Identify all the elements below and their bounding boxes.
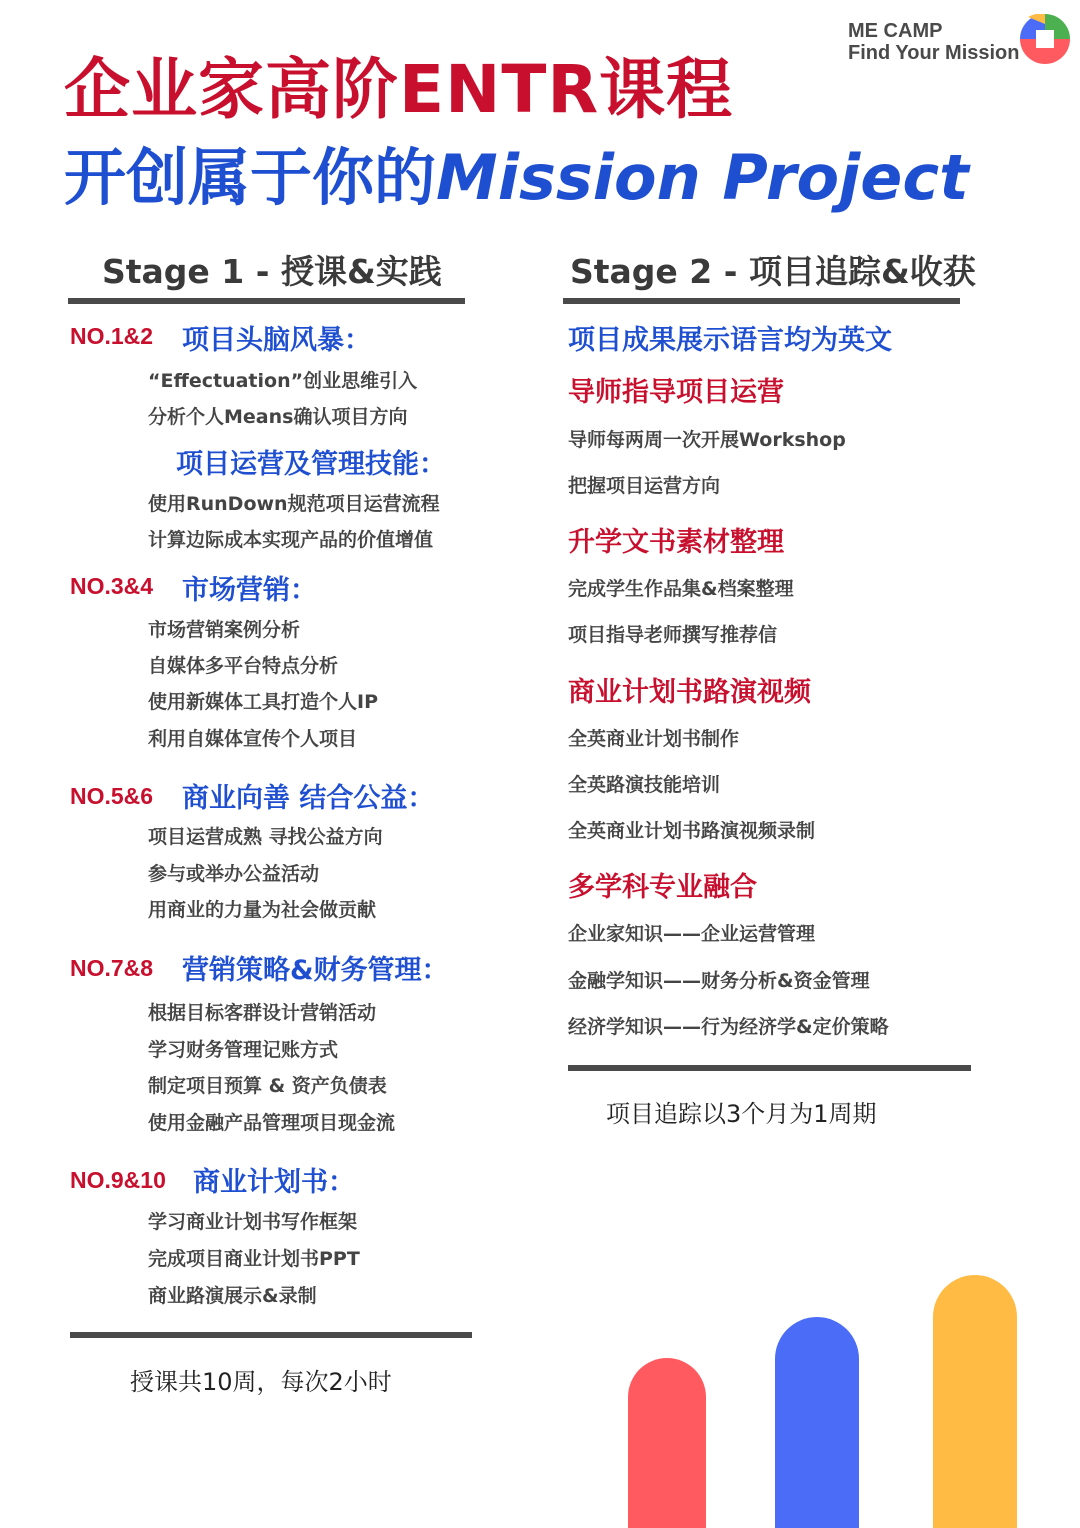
list-item: 金融学知识——财务分析&资金管理 bbox=[568, 970, 870, 992]
list-item: 导师每两周一次开展Workshop bbox=[568, 429, 846, 451]
list-item: 使用新媒体工具打造个人IP bbox=[148, 691, 378, 713]
list-item: 分析个人Means确认项目方向 bbox=[148, 406, 408, 428]
list-item: “Effectuation”创业思维引入 bbox=[148, 370, 418, 392]
list-item: 制定项目预算 & 资产负债表 bbox=[148, 1075, 387, 1097]
section-number: NO.1&2 bbox=[70, 323, 154, 349]
stage2-intro: 项目成果展示语言均为英文 bbox=[568, 325, 892, 356]
section-topic: 商业计划书： bbox=[193, 1167, 355, 1198]
section-title: 多学科专业融合 bbox=[568, 872, 757, 903]
list-item: 项目指导老师撰写推荐信 bbox=[568, 624, 778, 646]
section-topic: 商业向善 结合公益： bbox=[182, 783, 435, 814]
decorative-bar-yellow bbox=[933, 1275, 1017, 1528]
list-item: 使用RunDown规范项目运营流程 bbox=[148, 493, 440, 515]
list-item: 企业家知识——企业运营管理 bbox=[568, 923, 816, 945]
section-number: NO.3&4 bbox=[70, 573, 154, 599]
list-item: 项目运营成熟 寻找公益方向 bbox=[148, 826, 383, 848]
list-item: 经济学知识——行为经济学&定价策略 bbox=[568, 1016, 889, 1038]
stage1-divider bbox=[68, 298, 465, 304]
list-item: 学习财务管理记账方式 bbox=[148, 1039, 339, 1061]
me-camp-logo-icon bbox=[1020, 14, 1070, 64]
section-topic: 市场营销： bbox=[182, 575, 317, 606]
brand-slogan: Find Your Mission bbox=[848, 42, 1020, 64]
list-item: 参与或举办公益活动 bbox=[148, 863, 320, 885]
section-number: NO.7&8 bbox=[70, 955, 154, 981]
stage1-footnote: 授课共10周，每次2小时 bbox=[130, 1368, 392, 1396]
section-topic: 项目运营及管理技能： bbox=[176, 449, 446, 480]
list-item: 把握项目运营方向 bbox=[568, 475, 721, 497]
list-item: 完成学生作品集&档案整理 bbox=[568, 578, 794, 600]
list-item: 学习商业计划书写作框架 bbox=[148, 1211, 358, 1233]
brand-text bbox=[848, 20, 1019, 64]
decorative-bar-red bbox=[628, 1358, 706, 1528]
list-item: 完成项目商业计划书PPT bbox=[148, 1248, 360, 1270]
stage2-footnote: 项目追踪以3个月为1周期 bbox=[606, 1100, 877, 1128]
list-item: 商业路演展示&录制 bbox=[148, 1285, 317, 1307]
stage2-heading: Stage 2 - 项目追踪&收获 bbox=[570, 252, 976, 291]
stage1-heading: Stage 1 - 授课&实践 bbox=[102, 252, 442, 291]
section-topic: 营销策略&财务管理： bbox=[182, 955, 449, 986]
decorative-bar-blue bbox=[775, 1317, 859, 1528]
page-subtitle bbox=[64, 128, 969, 217]
list-item: 计算边际成本实现产品的价值增值 bbox=[148, 529, 434, 551]
section-title: 升学文书素材整理 bbox=[568, 527, 784, 558]
list-item: 全英路演技能培训 bbox=[568, 774, 721, 796]
subtitle-cn: 开创属于你的 bbox=[64, 141, 437, 214]
brand-name: ME CAMP bbox=[848, 20, 943, 42]
list-item: 利用自媒体宣传个人项目 bbox=[148, 728, 358, 750]
stage2-bottom-divider bbox=[568, 1065, 971, 1071]
stage2-divider bbox=[563, 298, 960, 304]
subtitle-en: Mission Project bbox=[436, 141, 969, 214]
list-item: 市场营销案例分析 bbox=[148, 619, 301, 641]
list-item: 全英商业计划书制作 bbox=[568, 728, 740, 750]
list-item: 根据目标客群设计营销活动 bbox=[148, 1002, 377, 1024]
section-title: 商业计划书路演视频 bbox=[568, 677, 811, 708]
list-item: 自媒体多平台特点分析 bbox=[148, 655, 339, 677]
list-item: 用商业的力量为社会做贡献 bbox=[148, 899, 377, 921]
section-number: NO.9&10 bbox=[70, 1167, 166, 1193]
list-item: 全英商业计划书路演视频录制 bbox=[568, 820, 816, 842]
section-number: NO.5&6 bbox=[70, 783, 154, 809]
page-title: 企业家高阶ENTR课程 bbox=[64, 51, 734, 128]
stage1-bottom-divider bbox=[70, 1332, 472, 1338]
section-title: 导师指导项目运营 bbox=[568, 377, 784, 408]
list-item: 使用金融产品管理项目现金流 bbox=[148, 1112, 396, 1134]
section-topic: 项目头脑风暴： bbox=[182, 325, 371, 356]
